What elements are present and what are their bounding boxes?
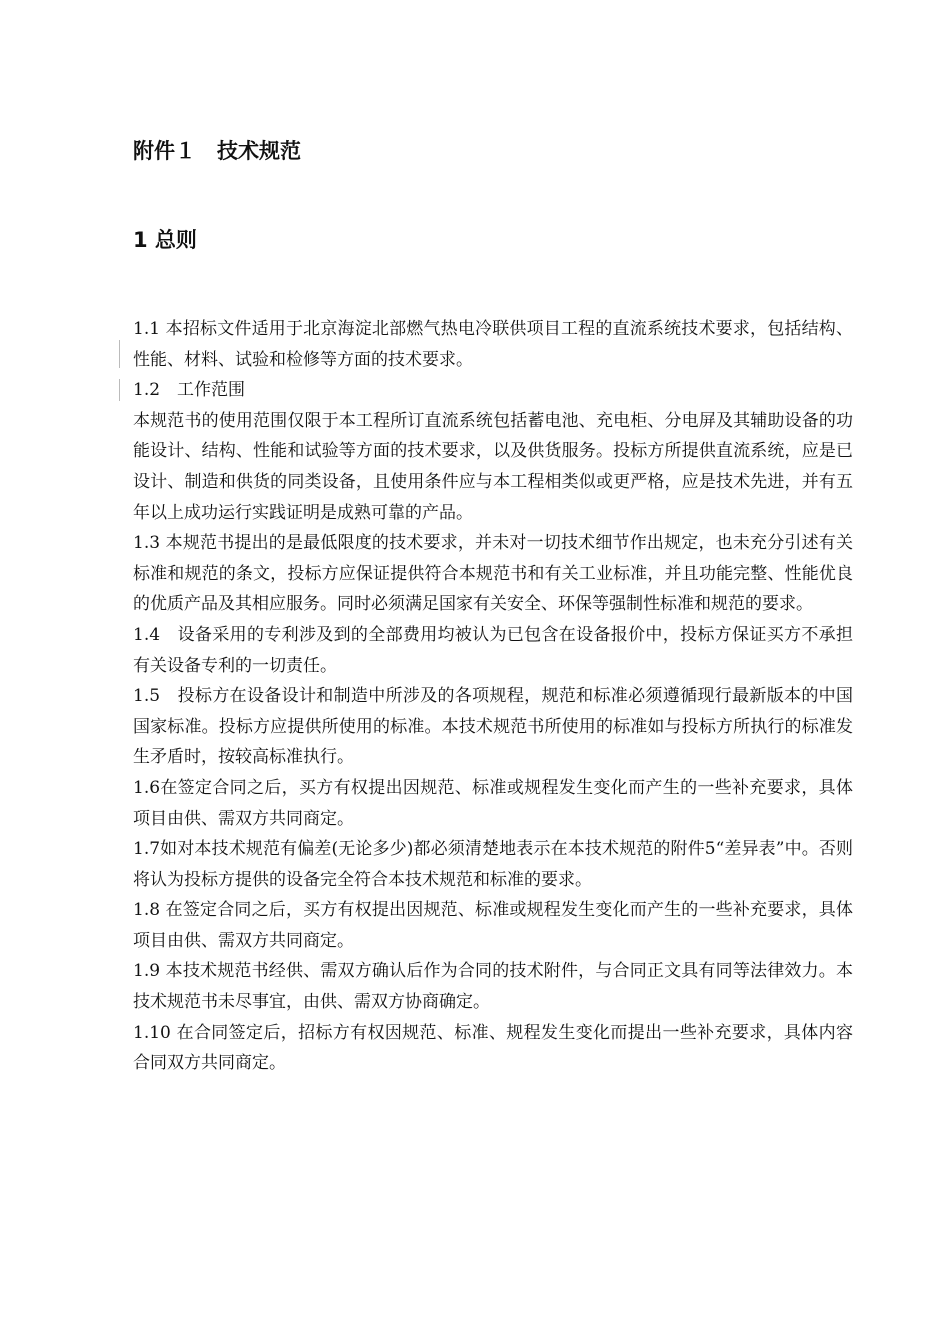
paragraph-1-7: 1.7如对本技术规范有偏差(无论多少)都必须清楚地表示在本技术规范的附件5“差异表”中。否则将认为投标方提供的设备完全符合本技术规范和标准的要求。 [133, 839, 853, 890]
paragraph-1-4: 1.4 设备采用的专利涉及到的全部费用均被认为已包含在设备报价中，投标方保证买方不承担有关设备专利的一切责任。 [133, 624, 853, 676]
paragraph-1-2: 1.2 工作范围 [133, 380, 246, 401]
paragraph-1-3: 1.3 本规范书提出的是最低限度的技术要求，并未对一切技术细节作出规定，也未充分引述有关标准和规范的条文，投标方应保证提供符合本规范书和有关工业标准，并且功能完整、性能优良的优质产品及其相应服务。同时必须满足国家有关安全、环保等强制性标准和规范的要求。 [133, 533, 853, 615]
section-heading: 1 总则 [133, 228, 197, 252]
paragraph-1-1: 1.1 本招标文件适用于北京海淀北部燃气热电冷联供项目工程的直流系统技术要求，包括结构、性能、材料、试验和检修等方面的技术要求。 [133, 319, 853, 370]
paragraph-1-5: 1.5 投标方在设备设计和制造中所涉及的各项规程，规范和标准必须遵循现行最新版本的中国国家标准。投标方应提供所使用的标准。本技术规范书所使用的标准如与投标方所执行的标准发生矛盾时，按较高标准执行。 [133, 686, 853, 768]
paragraph-1-9: 1.9 本技术规范书经供、需双方确认后作为合同的技术附件，与合同正文具有同等法律效力。本技术规范书未尽事宜，由供、需双方协商确定。 [133, 961, 853, 1013]
paragraph-scope: 本规范书的使用范围仅限于本工程所订直流系统包括蓄电池、充电柜、分电屏及其辅助设备的功能设计、结构、性能和试验等方面的技术要求，以及供货服务。投标方所提供直流系统，应是已设计、制造和供货的同类设备，且使用条件应与本工程相类似或更严格，应是技术先进，并有五年以上成功运行实践证明是成熟可靠的产品。 [133, 410, 853, 523]
paragraph-1-10: 1.10 在合同签定后，招标方有权因规范、标准、规程发生变化而提出一些补充要求，具体内容合同双方共同商定。 [133, 1022, 853, 1074]
paragraph-1-8: 1.8 在签定合同之后，买方有权提出因规范、标准或规程发生变化而产生的一些补充要求，具体项目由供、需双方共同商定。 [133, 900, 853, 951]
revision-margin-mark [119, 379, 120, 401]
revision-margin-mark [119, 340, 120, 368]
paragraph-1-6: 1.6在签定合同之后，买方有权提出因规范、标准或规程发生变化而产生的一些补充要求，具体项目由供、需双方共同商定。 [133, 777, 853, 829]
document-body [133, 314, 853, 1079]
annex-heading: 附件１ 技术规范 [133, 139, 301, 163]
